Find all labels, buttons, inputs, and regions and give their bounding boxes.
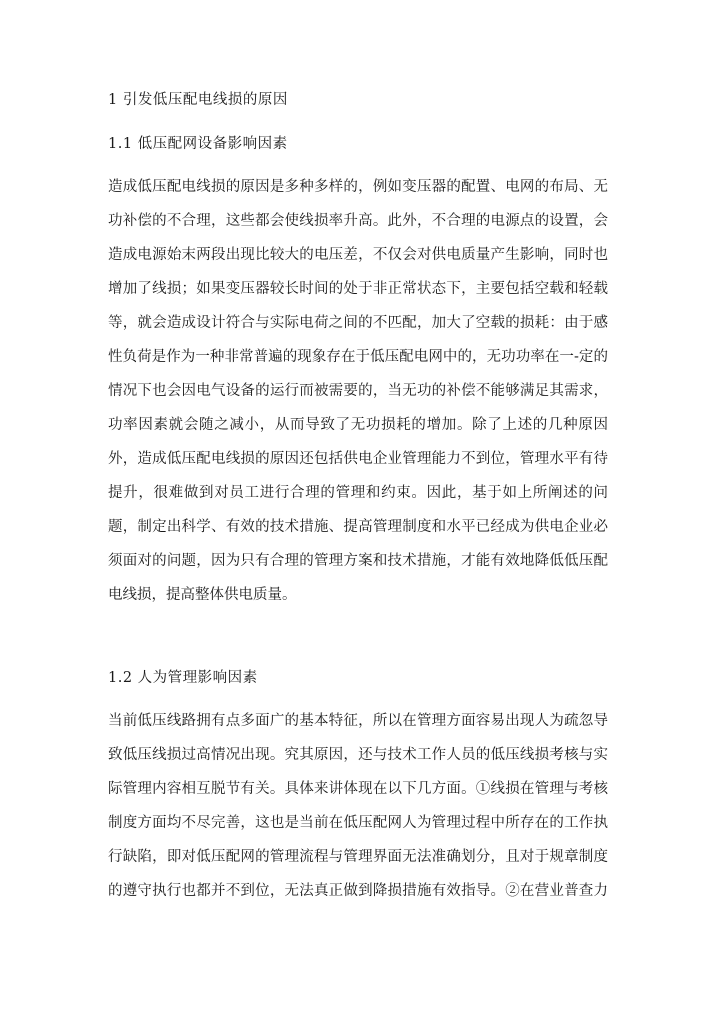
paragraph-line: 当前低压线路拥有点多面广的基本特征，所以在管理方面容易出现人为疏忽导	[108, 713, 608, 729]
paragraph-line: 外，造成低压配电线损的原因还包括供电企业管理能力不到位，管理水平有待	[108, 451, 608, 467]
paragraph-line: 致低压线损过高情况出现。究其原因，还与技术工作人员的低压线损考核与实	[108, 747, 608, 763]
subsection-heading-1-1: 1.1 低压配网设备影响因素	[108, 136, 288, 152]
paragraph-line: 情况下也会因电气设备的运行而被需要的，当无功的补偿不能够满足其需求，	[108, 383, 608, 399]
paragraph-equipment-factors	[108, 170, 608, 612]
paragraph-line: 功补偿的不合理，这些都会使线损率升高。此外，不合理的电源点的设置，会	[108, 213, 608, 229]
paragraph-line: 功率因素就会随之减小，从而导致了无功损耗的增加。除了上述的几种原因	[108, 417, 608, 433]
paragraph-line: 造成低压配电线损的原因是多种多样的，例如变压器的配置、电网的布局、无	[108, 179, 608, 195]
paragraph-line: 行缺陷，即对低压配网的管理流程与管理界面无法准确划分，且对于规章制度	[108, 849, 608, 865]
paragraph-line: 电线损，提高整体供电质量。	[108, 587, 297, 603]
paragraph-management-factors	[108, 704, 608, 908]
subsection-heading-1-2: 1.2 人为管理影响因素	[108, 670, 258, 686]
section-heading-1: 1 引发低压配电线损的原因	[108, 92, 288, 108]
paragraph-line: 等，就会造成设计符合与实际电荷之间的不匹配，加大了空载的损耗：由于感	[108, 315, 608, 331]
paragraph-line: 制度方面均不尽完善，这也是当前在低压配网人为管理过程中所存在的工作执	[108, 815, 608, 831]
paragraph-line: 须面对的问题，因为只有合理的管理方案和技术措施，才能有效地降低低压配	[108, 553, 608, 569]
paragraph-line: 性负荷是作为一种非常普遍的现象存在于低压配电网中的，无功功率在一-定的	[108, 349, 608, 365]
paragraph-line: 造成电源始末两段出现比较大的电压差，不仅会对供电质量产生影响，同时也	[108, 247, 608, 263]
paragraph-line: 提升，很难做到对员工进行合理的管理和约束。因此，基于如上所阐述的问	[108, 485, 608, 501]
paragraph-line: 题，制定出科学、有效的技术措施、提高管理制度和水平已经成为供电企业必	[108, 519, 608, 535]
paragraph-line: 增加了线损；如果变压器较长时间的处于非正常状态下，主要包括空载和轻载	[108, 281, 608, 297]
paragraph-line: 的遵守执行也都并不到位，无法真正做到降损措施有效指导。②在营业普查力	[108, 883, 608, 899]
paragraph-line: 际管理内容相互脱节有关。具体来讲体现在以下几方面。①线损在管理与考核	[108, 781, 608, 797]
